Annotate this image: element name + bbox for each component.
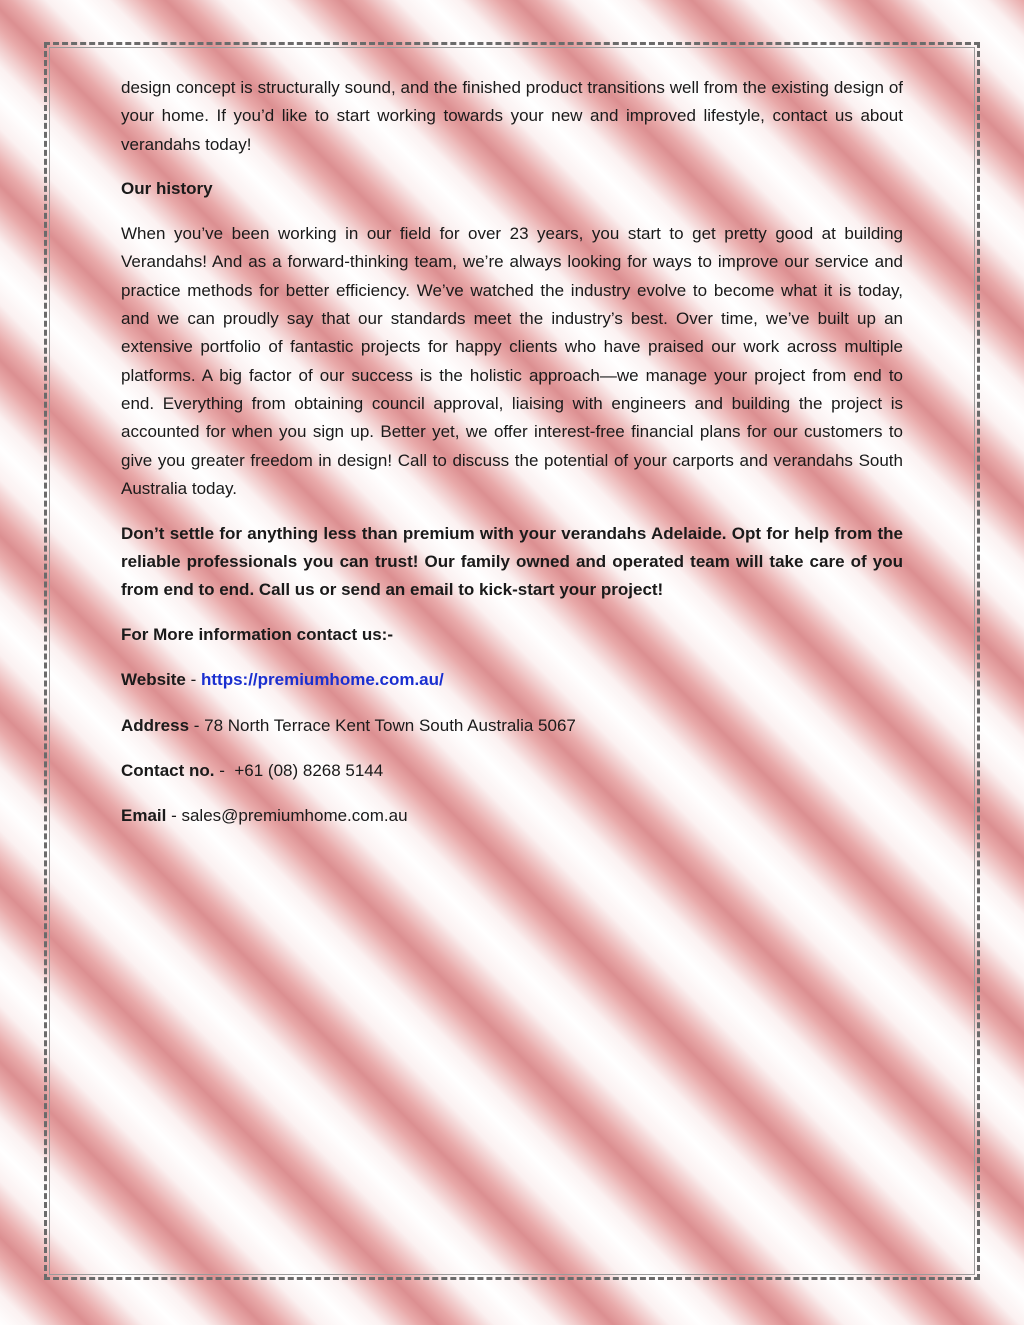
- address-value: 78 North Terrace Kent Town South Australia 5067: [204, 715, 576, 735]
- email-line: [121, 802, 903, 830]
- intro-paragraph: design concept is structurally sound, and the finished product transitions well from the existing design of your home. If you’d like to start working towards your new and improved lifestyle, contact us about verandahs today!: [121, 78, 903, 154]
- contact-heading: For More information contact us:-: [121, 625, 393, 645]
- phone-line: [121, 757, 903, 785]
- email-label: Email: [121, 806, 167, 826]
- address-line: [121, 712, 903, 740]
- email-separator: -: [166, 806, 182, 826]
- website-separator: -: [185, 670, 201, 690]
- address-label: Address: [121, 715, 190, 735]
- phone-label: Contact no.: [121, 760, 215, 780]
- history-paragraph: When you’ve been working in our field for over 23 years, you start to get pretty good at building Verandahs! And as a forward-thinking team, we’re always looking for ways to improve our service and practice methods for better efficiency. We’ve watched the industry evolve to become what it is today, and we can proudly say that our standards meet the industry’s best. Over time, we’ve built up an extensive portfolio of fantastic projects for happy clients who have praised our work across multiple platforms. A big factor of our success is the holistic approach—we manage your project from end to end. Everything from obtaining council approval, liaising with engineers and building the project is accounted for when you sign up. Better yet, we offer interest-free financial plans for our customers to give you greater freedom in design! Call to discuss the potential of your carports and verandahs South Australia today.: [121, 224, 903, 498]
- cta-paragraph: Don’t settle for anything less than premium with your verandahs Adelaide. Opt for help from the reliable professionals you can trust! Our family owned and operated team will take care of you from end to end. Call us or send an email to kick-start your project!: [121, 523, 903, 600]
- phone-value: +61 (08) 8268 5144: [234, 760, 384, 780]
- email-value: sales@premiumhome.com.au: [181, 806, 408, 826]
- website-label: Website: [121, 670, 186, 690]
- document-body: [121, 74, 903, 848]
- address-separator: -: [189, 715, 205, 735]
- website-link[interactable]: https://premiumhome.com.au/: [200, 670, 444, 690]
- history-heading: Our history: [121, 179, 213, 199]
- website-line: [121, 666, 903, 694]
- phone-separator: -: [214, 760, 235, 780]
